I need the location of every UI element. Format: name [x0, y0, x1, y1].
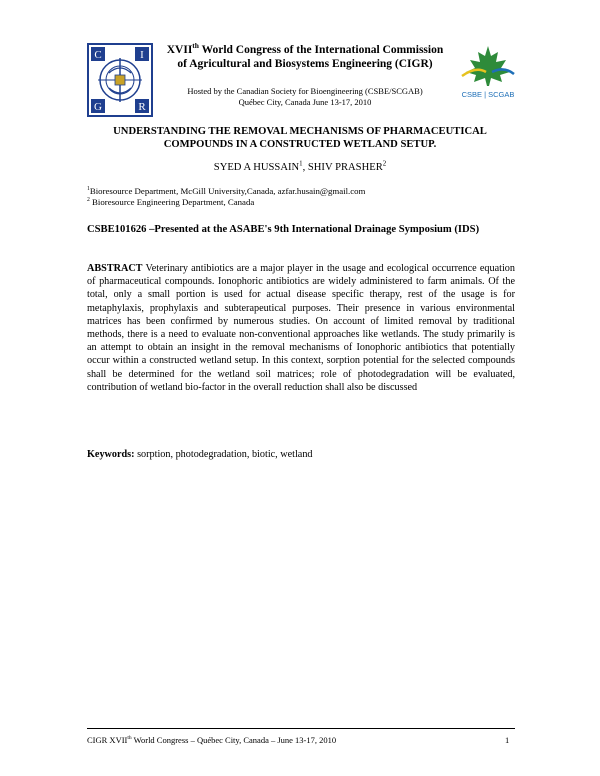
keywords-text: sorption, photodegradation, biotic, wetland [134, 449, 313, 460]
footer-sup: th [127, 735, 132, 742]
host-info [160, 86, 450, 108]
cigr-letter-r: R [138, 101, 146, 113]
affiliation-1 [87, 186, 527, 197]
conf-line1-post: World Congress of the International Commission [198, 44, 444, 56]
conference-title [160, 43, 450, 71]
host-line2: Québec City, Canada June 13-17, 2010 [238, 97, 372, 107]
affil2-sup: 2 [87, 197, 90, 204]
footer-post: World Congress – Québec City, Canada – June 13-17, 2010 [131, 735, 337, 745]
author-1: SYED A HUSSAIN [213, 162, 300, 173]
cigr-letter-i: I [140, 49, 144, 61]
authors [100, 162, 500, 173]
affiliations [87, 186, 527, 208]
paper-title: UNDERSTANDING THE REMOVAL MECHANISMS OF PHARMACEUTICAL COMPOUNDS IN A CONSTRUCTED WETLAND SETUP. [113, 126, 487, 150]
affil1-text: Bioresource Department, McGill University,Canada, azfar.husain@gmail.com [89, 186, 366, 196]
footer-divider [87, 728, 515, 729]
author-2-sup: 2 [382, 160, 387, 168]
footer-pre: CIGR XVII [87, 735, 128, 745]
cigr-letter-g: G [94, 101, 102, 113]
conf-line1-pre: XVII [166, 44, 193, 56]
csbe-logo-text: CSBE | SCGAB [461, 90, 515, 99]
affiliation-2 [87, 197, 527, 208]
csbe-logo [456, 42, 520, 100]
abstract [87, 262, 515, 394]
conf-line1-sup: th [192, 41, 199, 51]
cigr-letter-c: C [94, 49, 102, 61]
abstract-text: Veterinary antibiotics are a major player in the usage and ecological occurrence equation of pharmaceutical compounds. Ionophoric antibiotics are widely administered to farm animals. Of the total, only a small portion is used for actual disease specific therapy, rest of the usage is for metaphylaxis, prophylaxis and subterapeutical purposes. Their presence in various environmental matrices has been confirmed by numerous studies. On account of limited removal by traditional methods, there is a need to evaluate non-conventional approaches like wetlands. The study primarily is an attempt to obtain an insight in the removal mechanisms of Ionophoric antibiotics that potentially occur within a constructed wetland setup. In this context, sorption potential for the selected compounds shall be determined for the wetland soil matrices; role of photodegradation will be evaluated, contribution of wetland bio-factor in the overall reduction shall also be discussed [87, 263, 515, 393]
keywords-label: Keywords: [87, 449, 135, 460]
footer-text [87, 735, 336, 745]
affil2-text: Bioresource Engineering Department, Canada [89, 197, 255, 207]
author-1-sup: 1 [299, 160, 303, 168]
page-number: 1 [505, 735, 510, 745]
host-line1: Hosted by the Canadian Society for Bioengineering (CSBE/SCGAB) [187, 86, 423, 96]
conf-line2: of Agricultural and Biosystems Engineering (CIGR) [177, 58, 433, 70]
author-2: , SHIV PRASHER [302, 162, 383, 173]
affil1-sup: 1 [87, 186, 90, 193]
presented-note: CSBE101626 –Presented at the ASABE's 9th International Drainage Symposium (IDS) [87, 224, 480, 235]
keywords [87, 449, 515, 460]
abstract-label: ABSTRACT [87, 263, 143, 274]
cigr-logo [87, 43, 153, 117]
